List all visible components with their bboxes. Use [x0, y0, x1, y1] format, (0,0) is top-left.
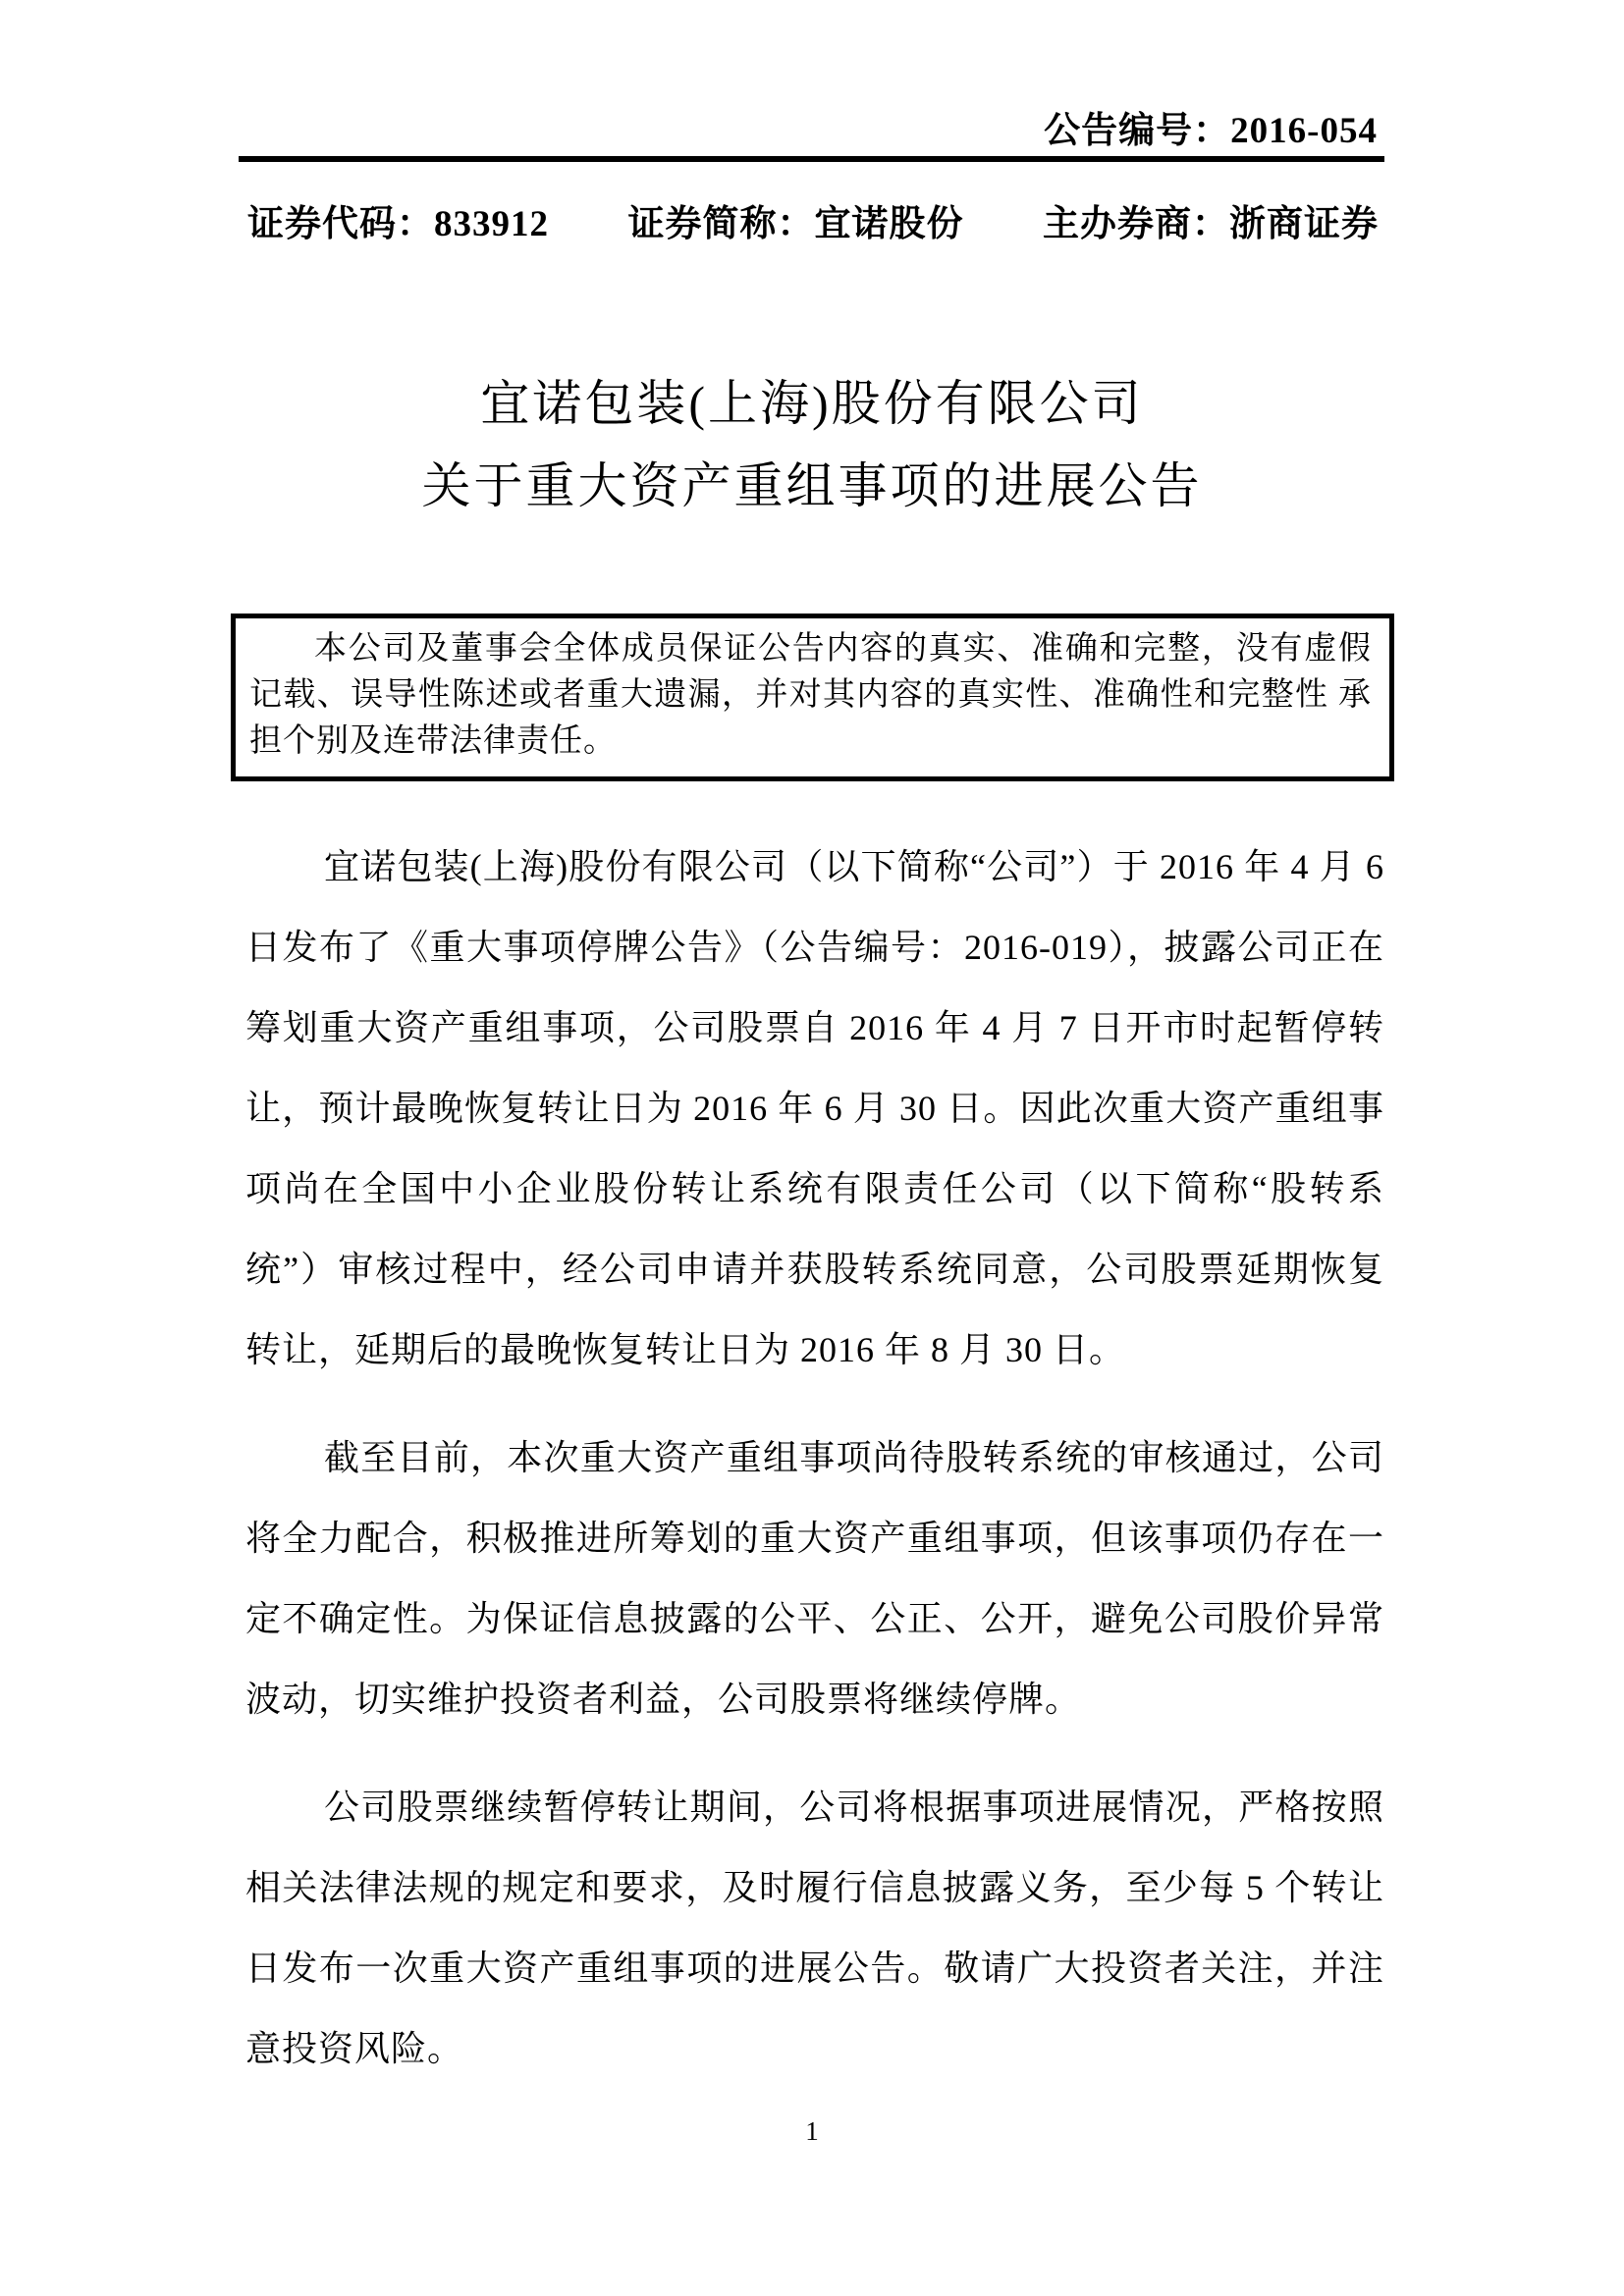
header-divider [239, 156, 1384, 162]
document-title [0, 362, 1624, 527]
document-title-line1: 宜诺包装(上海)股份有限公司 [480, 376, 1144, 432]
sponsor-broker: 主办券商：浙商证券 [1043, 204, 1379, 245]
stock-short-name: 证券简称：宜诺股份 [627, 204, 964, 245]
page-number: 1 [805, 2116, 819, 2147]
body-paragraph: 截至目前，本次重大资产重组事项尚待股转系统的审核通过，公司将全力配合，积极推进所筹划的重大资产重组事项，但该事项仍存在一定不确定性。为保证信息披露的公平、公正、公开，避免公司股价异常波动，切实维护投资者利益，公司股票将继续停牌。 [245, 1438, 1384, 1720]
stock-code: 证券代码：833912 [247, 204, 549, 245]
body-paragraph: 宜诺包装(上海)股份有限公司（以下简称“公司”）于 2016 年 4 月 6 日发布了《重大事项停牌公告》（公告编号：2016-019），披露公司正在筹划重大资产重组事项，公司股票自 2016 年 4 月 7 日开市时起暂停转让，预计最晚恢复转让日为 2016 年 6 月 30 日。因此次重大资产重组事项尚在全国中小企业股份转让系统有限责任公司（以下简称“股转系统”）审核过程中，经公司申请并获股转系统同意，公司股票延期恢复转让，延期后的最晚恢复转让日为 2016 年 8 月 30 日。 [245, 847, 1384, 1370]
document-body [245, 827, 1384, 2089]
securities-header-row [247, 193, 1379, 246]
announcement-number: 公告编号：2016-054 [1044, 111, 1378, 151]
document-title-line2: 关于重大资产重组事项的进展公告 [421, 458, 1203, 514]
body-paragraph: 公司股票继续暂停转让期间，公司将根据事项进展情况，严格按照相关法律法规的规定和要求，及时履行信息披露义务，至少每 5 个转让日发布一次重大资产重组事项的进展公告。敬请广大投资者关注，并注意投资风险。 [245, 1788, 1384, 2069]
disclaimer-box [231, 614, 1394, 781]
disclaimer-text: 本公司及董事会全体成员保证公告内容的真实、准确和完整，没有虚假记载、误导性陈述或者重大遗漏，并对其内容的真实性、准确性和完整性 承担个别及连带法律责任。 [249, 631, 1372, 760]
